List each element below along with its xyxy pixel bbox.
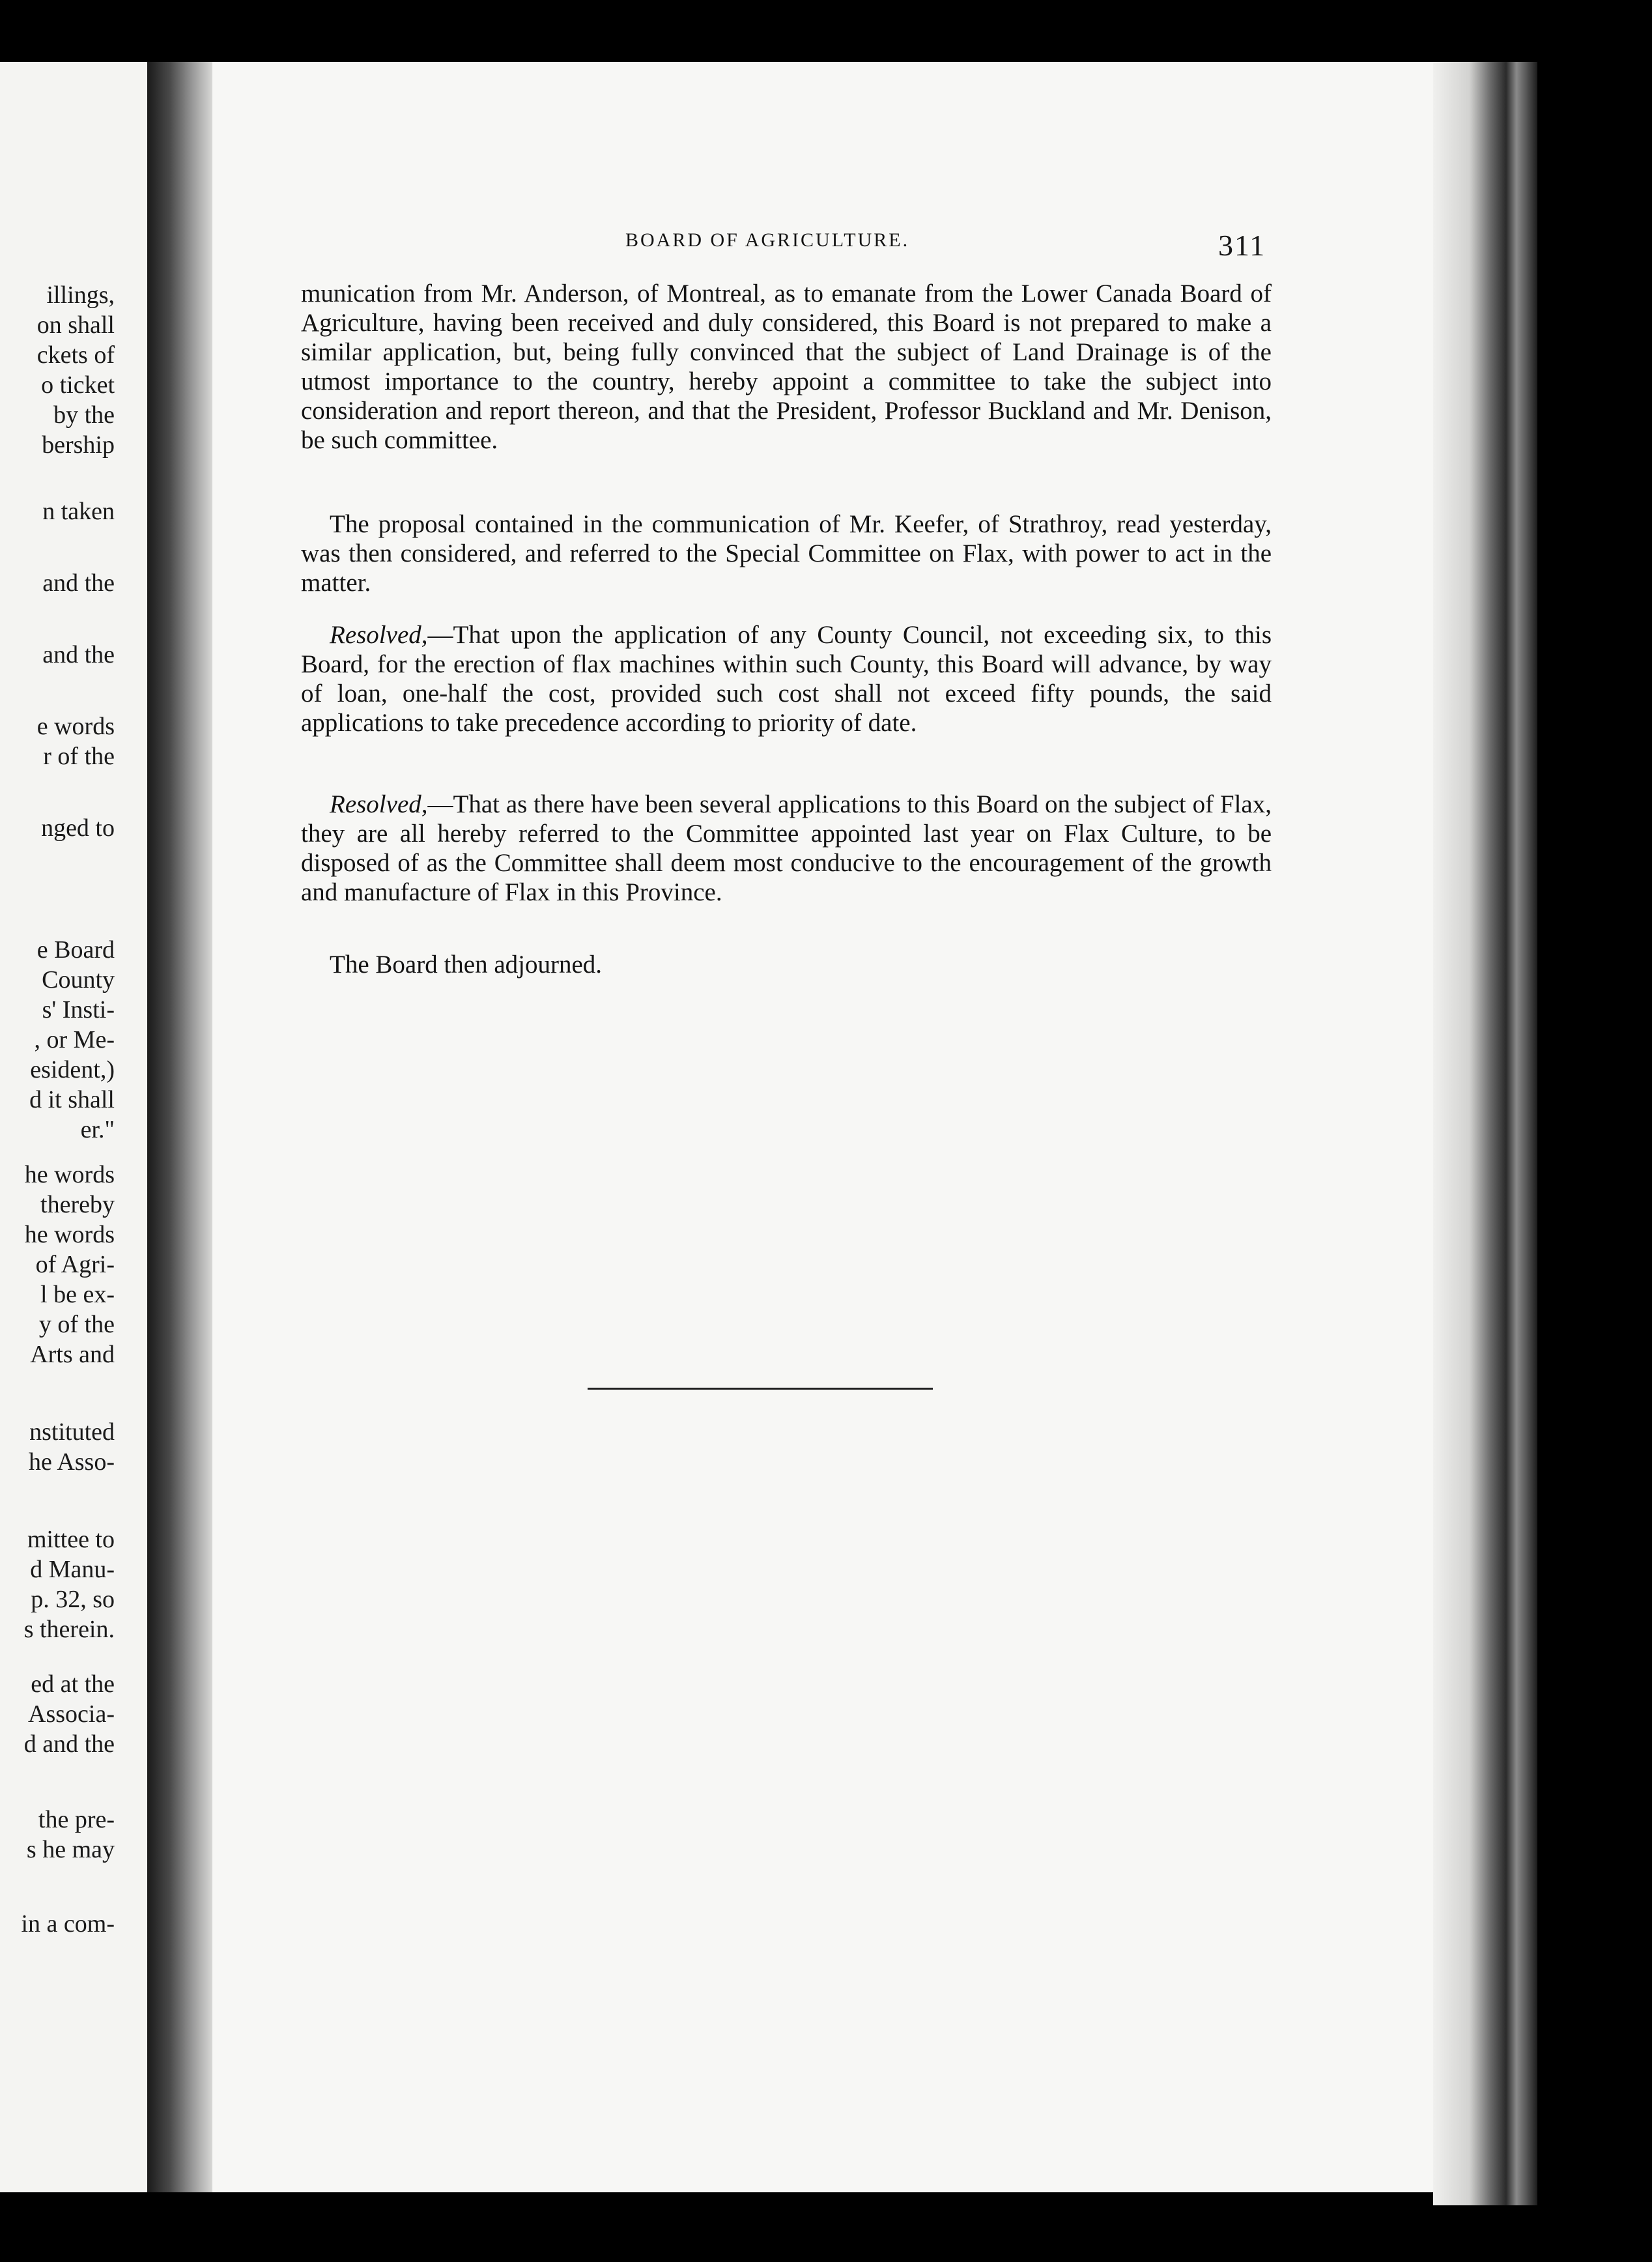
- previous-page-line: on shall: [36, 311, 115, 339]
- paragraph-land-drainage: munication from Mr. Anderson, of Montreal, as to emanate from the Lower Canada Board of Agriculture, having been received and duly considered, this Board is not prepared to make a similar application, but, being fully convinced that the subject of Land Drainage is of the utmost importance to the country, hereby appoint a committee to take the subject into consideration and report thereon, and that the President, Professor Buckland and Mr. Denison, be such committee.: [301, 279, 1272, 454]
- previous-page-fragment: [0, 62, 147, 2192]
- previous-page-line: by the: [53, 401, 115, 429]
- previous-page-line: ed at the: [31, 1670, 115, 1698]
- previous-page-line: the pre-: [38, 1806, 115, 1833]
- running-header-title: BOARD OF AGRICULTURE.: [625, 229, 910, 251]
- previous-page-line: r of the: [43, 743, 115, 770]
- paragraph-adjournment: The Board then adjourned.: [330, 951, 603, 979]
- previous-page-line: d and the: [23, 1730, 115, 1758]
- previous-page-line: in a com-: [21, 1910, 115, 1938]
- page-edge-shadow: [1433, 62, 1537, 2205]
- resolved-label: Resolved,: [330, 621, 428, 649]
- previous-page-line: he words: [24, 1221, 115, 1248]
- previous-page-line: nged to: [41, 814, 115, 842]
- previous-page-line: s therein.: [23, 1616, 115, 1643]
- previous-page-line: d it shall: [29, 1086, 115, 1113]
- resolution-text: —That as there have been several applications to this Board on the subject of Flax, they are all hereby referred to the Committee appointed last year on Flax Culture, to be disposed of as the Committee shall deem most conducive to the encouragement of the growth and manufacture of Flax in this Province.: [301, 790, 1272, 906]
- previous-page-line: er.": [80, 1116, 115, 1143]
- previous-page-line: n taken: [42, 498, 115, 525]
- previous-page-line: and the: [42, 569, 115, 597]
- previous-page-line: d Manu-: [30, 1556, 115, 1583]
- paragraph-keefer-proposal: The proposal contained in the communication of Mr. Keefer, of Strathroy, read yesterday, was then considered, and referred to the Special Committee on Flax, with power to act in the matter.: [301, 510, 1272, 597]
- previous-page-line: o ticket: [41, 371, 115, 399]
- previous-page-line: of Agri-: [35, 1251, 115, 1278]
- previous-page-line: p. 32, so: [31, 1586, 115, 1613]
- previous-page-line: s he may: [26, 1836, 115, 1863]
- previous-page-line: he words: [24, 1161, 115, 1188]
- previous-page-line: esident,): [30, 1056, 115, 1083]
- previous-page-line: l be ex-: [40, 1281, 115, 1308]
- previous-page-line: mittee to: [27, 1526, 115, 1553]
- previous-page-line: thereby: [40, 1191, 115, 1218]
- previous-page-line: bership: [42, 431, 115, 459]
- previous-page-line: e Board: [36, 936, 115, 964]
- resolution-text: —That upon the application of any County Council, not exceeding six, to this Board, for the erection of flax machines within such County, this Board will advance, by way of loan, one-half the cost, provided such cost shall not exceed fifty pounds, the said applications to take precedence according to priority of date.: [301, 621, 1272, 737]
- previous-page-line: ckets of: [36, 341, 115, 369]
- book-gutter: [147, 62, 212, 2192]
- paragraph-resolution-flax-machines: [301, 620, 1272, 737]
- previous-page-line: nstituted: [29, 1418, 115, 1446]
- paragraph-resolution-flax-committee: [301, 790, 1272, 907]
- previous-page-line: e words: [36, 713, 115, 740]
- previous-page-line: Associa-: [28, 1700, 115, 1728]
- previous-page-line: he Asso-: [29, 1448, 115, 1476]
- previous-page-line: illings,: [46, 281, 115, 309]
- section-divider-rule: [588, 1388, 933, 1390]
- previous-page-line: Arts and: [30, 1341, 115, 1368]
- previous-page-line: County: [42, 966, 115, 994]
- previous-page-line: s' Insti-: [42, 996, 115, 1024]
- previous-page-line: , or Me-: [34, 1026, 115, 1053]
- page-number: 311: [1218, 229, 1266, 262]
- previous-page-line: y of the: [38, 1311, 115, 1338]
- resolved-label: Resolved,: [330, 790, 428, 818]
- previous-page-line: and the: [42, 641, 115, 668]
